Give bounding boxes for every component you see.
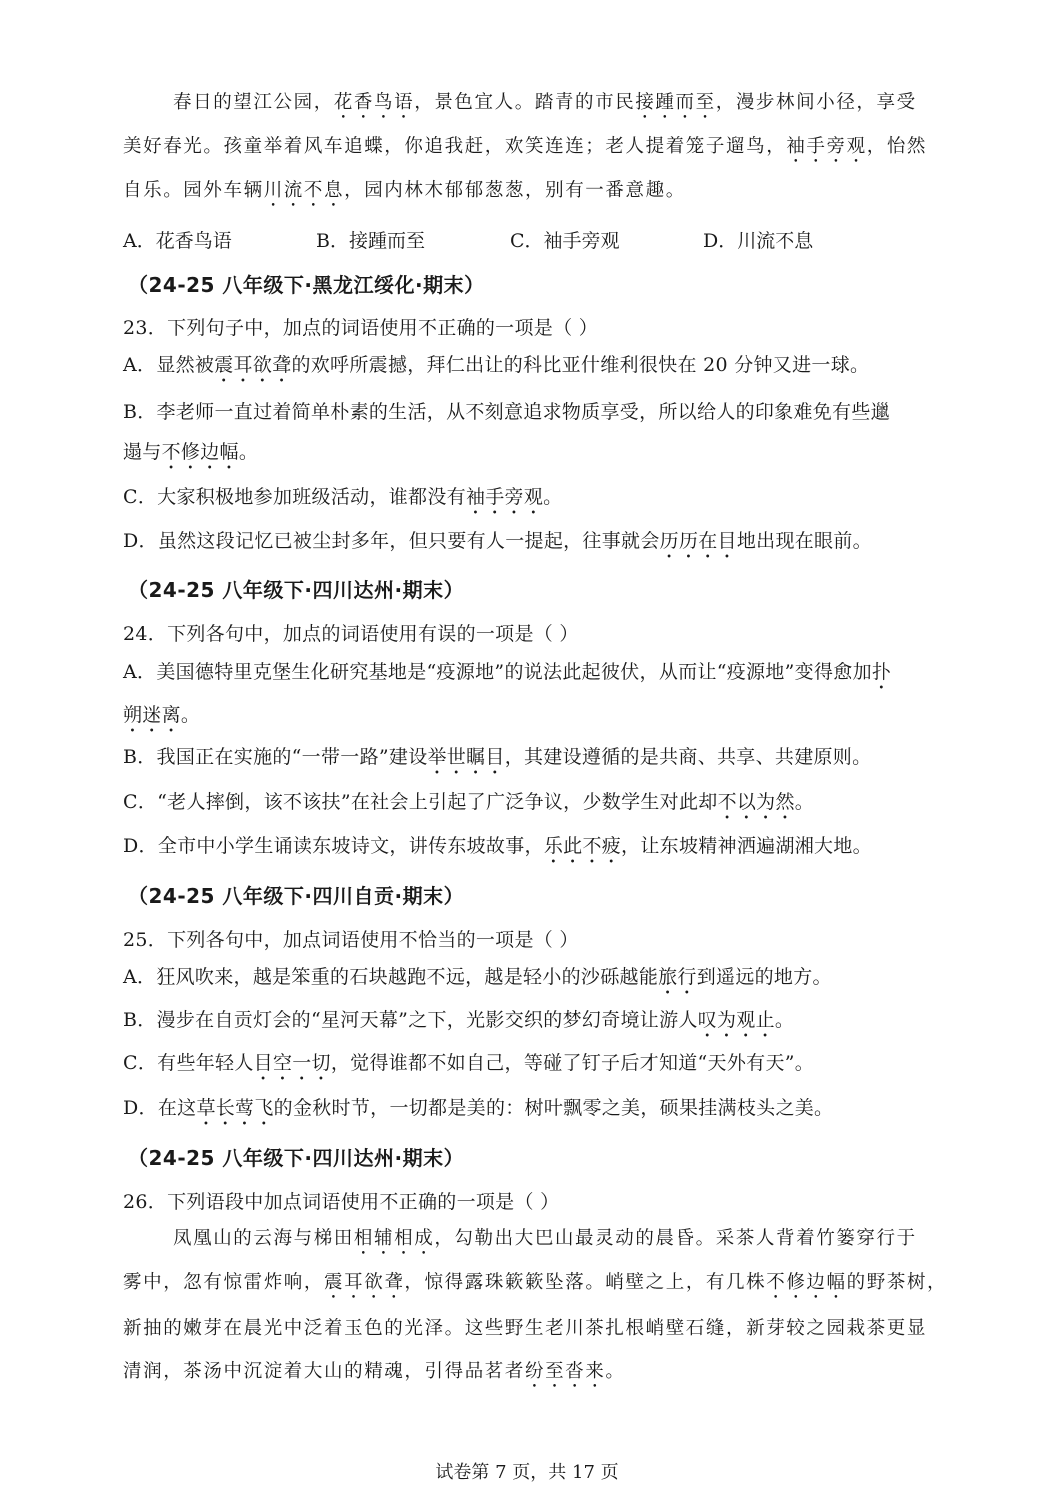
dotted-term: 不修边幅 — [161, 441, 239, 463]
q25-stem: 25．下列各句中，加点词语使用不恰当的一项是（ ） — [123, 929, 579, 951]
page-footer: 试卷第 7 页，共 17 页 — [435, 1462, 619, 1483]
dotted-term: 纷至沓来 — [525, 1361, 606, 1382]
dotted-term: 袖手旁观 — [786, 136, 867, 157]
q25-option-d: D．在这草长莺飞的金秋时节，一切都是美的：树叶飘零之美，硕果挂满枝头之美。 — [123, 1097, 834, 1119]
dotted-term: 乐此不疲 — [543, 835, 622, 857]
q23-option-b-line-1: B．李老师一直过着简单朴素的生活，从不刻意追求物质享受，所以给人的印象难免有些邋 — [123, 401, 890, 423]
q23-source: （24-25 八年级下·黑龙江绥化·期末） — [128, 273, 485, 297]
dotted-term: 不以为然 — [717, 791, 795, 813]
dotted-term: 震耳欲聋 — [214, 354, 292, 376]
dotted-term: 叹为观止 — [697, 1009, 775, 1031]
q25-option-c: C．有些年轻人目空一切，觉得谁都不如自己，等碰了钉子后才知道“天外有天”。 — [123, 1052, 815, 1074]
q25-source: （24-25 八年级下·四川自贡·期末） — [128, 884, 465, 908]
q26-stem: 26．下列语段中加点词语使用不正确的一项是（ ） — [123, 1191, 560, 1213]
dotted-term: 接踵而至 — [635, 92, 716, 113]
dotted-term: 不修边幅 — [766, 1272, 847, 1293]
q22-option-d: D．川流不息 — [703, 230, 814, 252]
dotted-term: 扑 — [871, 661, 892, 683]
dotted-term: 历历在目 — [659, 530, 737, 552]
q24-option-d: D．全市中小学生诵读东坡诗文，讲传东坡故事，乐此不疲，让东坡精神洒遍湖湘大地。 — [123, 835, 872, 857]
q26-passage-line-3: 新抽的嫩芽在晨光中泛着玉色的光泽。这些野生老川茶扎根峭壁石缝，新芽较之园栽茶更显 — [123, 1318, 928, 1339]
q24-source: （24-25 八年级下·四川达州·期末） — [128, 578, 465, 602]
q24-option-b: B．我国正在实施的“一带一路”建设举世瞩目，其建设遵循的是共商、共享、共建原则。 — [123, 746, 872, 768]
q23-option-b-line-2: 遢与不修边幅。 — [123, 441, 259, 463]
q26-source: （24-25 八年级下·四川达州·期末） — [128, 1146, 465, 1170]
q24-option-c: C．“老人摔倒，该不该扶”在社会上引起了广泛争议，少数学生对此却不以为然。 — [123, 791, 815, 813]
dotted-term: 朔迷离 — [123, 704, 181, 726]
q23-option-c: C．大家积极地参加班级活动，谁都没有袖手旁观。 — [123, 486, 563, 508]
q26-passage-line-2: 雾中，忽有惊雷炸响，震耳欲聋，惊得露珠簌簌坠落。峭壁之上，有几株不修边幅的野茶树， — [123, 1272, 948, 1293]
q24-stem: 24．下列各句中，加点的词语使用有误的一项是（ ） — [123, 623, 579, 645]
q25-option-b: B．漫步在自贡灯会的“星河天幕”之下，光影交织的梦幻奇境让游人叹为观止。 — [123, 1009, 795, 1031]
q24-option-a-line-2: 朔迷离。 — [123, 704, 201, 726]
q22-option-b: B．接踵而至 — [316, 230, 425, 252]
dotted-term: 旅行 — [658, 966, 697, 988]
q23-option-d: D．虽然这段记忆已被尘封多年，但只要有人一提起，往事就会历历在目地出现在眼前。 — [123, 530, 872, 552]
q26-passage-line-4: 清润，茶汤中沉淀着大山的精魂，引得品茗者纷至沓来。 — [123, 1361, 626, 1382]
q22-passage-line-2: 美好春光。孩童举着风车追蝶，你追我赶，欢笑连连；老人提着笼子遛鸟，袖手旁观，怡然 — [123, 136, 928, 157]
q26-passage-line-1: 凤凰山的云海与梯田相辅相成，勾勒出大巴山最灵动的晨昏。采茶人背着竹篓穿行于 — [173, 1228, 917, 1249]
q22-option-c: C．袖手旁观 — [510, 230, 620, 252]
dotted-term: 草长莺飞 — [196, 1097, 274, 1119]
dotted-term: 震耳欲聋 — [324, 1272, 405, 1293]
q22-option-a: A．花香鸟语 — [123, 230, 232, 252]
dotted-term: 相辅相成 — [353, 1228, 435, 1249]
q25-option-a: A．狂风吹来，越是笨重的石块越跑不远，越是轻小的沙砾越能旅行到遥远的地方。 — [123, 966, 832, 988]
q23-option-a: A．显然被震耳欲聋的欢呼所震撼，拜仁出让的科比亚什维利很快在 20 分钟又进一球。 — [123, 354, 870, 376]
dotted-term: 目空一切 — [253, 1052, 331, 1074]
dotted-term: 举世瞩目 — [427, 746, 505, 768]
q22-passage-line-1: 春日的望江公园，花香鸟语，景色宜人。踏青的市民接踵而至，漫步林间小径，享受 — [173, 92, 917, 113]
q24-option-a-line-1: A．美国德特里克堡生化研究基地是“疫源地”的说法此起彼伏，从而让“疫源地”变得愈加扑 — [123, 661, 892, 683]
q22-passage-line-3: 自乐。园外车辆川流不息，园内林木郁郁葱葱，别有一番意趣。 — [123, 180, 686, 201]
dotted-term: 川流不息 — [263, 180, 345, 201]
dotted-term: 花香鸟语 — [333, 92, 415, 113]
dotted-term: 袖手旁观 — [465, 486, 544, 508]
q23-stem: 23．下列句子中，加点的词语使用不正确的一项是（ ） — [123, 317, 599, 339]
